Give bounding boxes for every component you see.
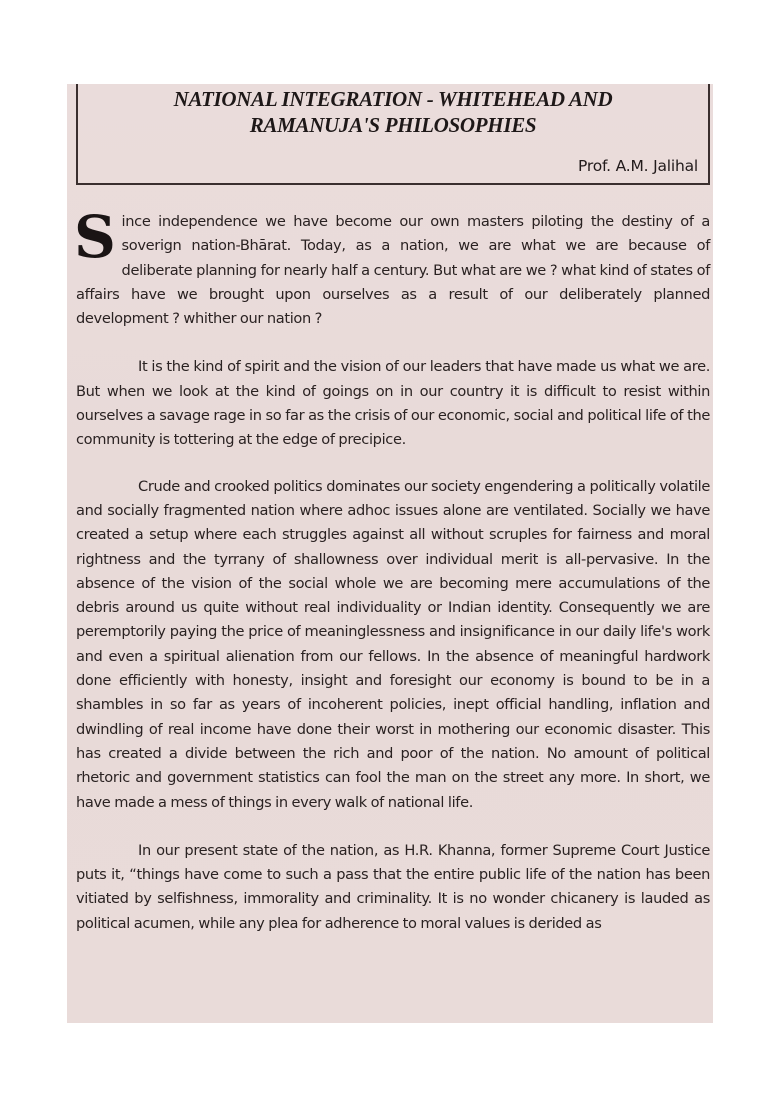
drop-cap: S <box>74 203 116 271</box>
article-title <box>78 86 708 138</box>
paragraph-4: In our present state of the nation, as H.R. Khanna, former Supreme Court Justice puts it, “things have come to such a pass that the entire public life of the nation has been vitiated by selfishness, immorality and criminality. It is no wonder chicanery is lauded as political acumen, while any plea for adherence to moral values is derided as <box>76 841 710 932</box>
title-box <box>76 84 710 185</box>
article-author: Prof. A.M. Jalihal <box>578 157 698 175</box>
article-body <box>74 203 710 936</box>
paragraph-3: Crude and crooked politics dominates our society engendering a politically volatile and socially fragmented nation where adhoc issues alone are ventilated. Socially we have created a setup where each struggles against all without scruples for fairness and moral rightness and the tyrrany of shallowness over individual merit is all-pervasive. In the absence of the vision of the social whole we are becoming mere accumulations of the debris around us quite without real individuality or Indian identity. Consequently we are peremptorily paying the price of meaninglessness and insignificance in our daily life's work and even a spiritual alienation from our fellows. In the absence of meaningful hardwork done efficiently with honesty, insight and foresight our economy is bound to be in a shambles in so far as years of incoherent policies, inept official handling, inflation and dwindling of real income have done their worst in mothering our economic disaster. This has created a divide between the rich and poor of the nation. No amount of political rhetoric and government statistics can fool the man on the street any more. In short, we have made a mess of things in every walk of national life. <box>76 477 710 811</box>
article-title-line-1: NATIONAL INTEGRATION - WHITEHEAD AND <box>173 87 613 111</box>
paragraph-1-text: ince independence we have become our own masters piloting the destiny of a soverign nation-Bhārat. Today, as a nation, we are what we are because of deliberate planning for nearly half a century. But what are we ? what kind of states of affairs have we brought upon ourselves as a result of our deliberately planned development ? whither our nation ? <box>76 213 710 328</box>
paragraph-1 <box>74 203 710 331</box>
scanned-page <box>67 84 713 1023</box>
paragraph-2: It is the kind of spirit and the vision of our leaders that have made us what we are. But when we look at the kind of goings on in our country it is difficult to resist within ourselves a savage rage in so far as the crisis of our economic, social and political life of the community is tottering at the edge of precipice. <box>76 358 710 449</box>
article-title-line-2: RAMANUJA'S PHILOSOPHIES <box>249 113 537 137</box>
